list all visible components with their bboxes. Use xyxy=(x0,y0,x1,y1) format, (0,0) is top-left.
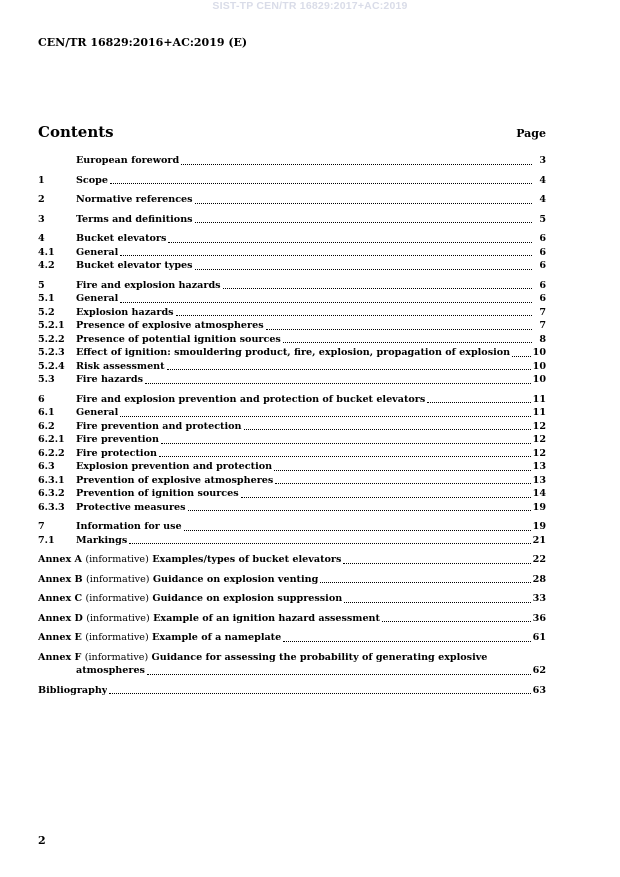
toc-entry-page: 6 xyxy=(539,246,546,258)
toc-leader-dots xyxy=(167,369,531,370)
toc-entry[interactable] xyxy=(38,193,546,207)
toc-entry[interactable] xyxy=(38,174,546,188)
annex-heading xyxy=(38,651,487,665)
toc-leader-dots xyxy=(266,329,532,330)
toc-entry-number: 6.3.1 xyxy=(38,474,65,486)
annex-heading xyxy=(38,573,318,587)
toc-leader-dots xyxy=(109,693,530,694)
toc-leader-dots xyxy=(168,242,532,243)
toc-entry-title: Explosion hazards xyxy=(76,306,174,318)
toc-entry-page: 8 xyxy=(539,333,546,345)
toc-entry-page: 19 xyxy=(532,501,546,513)
toc-entry-page: 10 xyxy=(532,360,546,372)
toc-annex-entry[interactable] xyxy=(38,592,546,606)
toc-entry-page: 7 xyxy=(539,306,546,318)
annex-title: Example of an ignition hazard assessment xyxy=(153,612,380,624)
annex-heading xyxy=(38,612,380,626)
toc-leader-dots xyxy=(147,674,531,675)
toc-entry-page: 33 xyxy=(532,593,546,604)
toc-entry-page: 5 xyxy=(539,213,546,225)
toc-entry-title: Fire prevention and protection xyxy=(76,420,242,432)
toc-entry-number: 6.1 xyxy=(38,407,55,418)
annex-type: (informative) xyxy=(86,573,150,585)
toc-leader-dots xyxy=(344,602,530,603)
toc-leader-dots xyxy=(195,269,532,270)
toc-entry-title: Information for use xyxy=(76,521,182,532)
toc-entry-number: 1 xyxy=(38,174,45,186)
toc-entry-title: Scope xyxy=(76,174,108,186)
annex-type: (informative) xyxy=(85,554,149,565)
toc-entry-page: 11 xyxy=(532,393,546,405)
toc-leader-dots xyxy=(427,402,530,403)
page-column-label: Page xyxy=(516,127,546,140)
toc-entry-number: 3 xyxy=(38,213,45,225)
toc-entry-title: Fire prevention xyxy=(76,434,159,445)
toc-entry[interactable] xyxy=(38,420,546,434)
toc-entry-title: Protective measures xyxy=(76,501,186,513)
annex-heading xyxy=(38,631,281,645)
toc-entry-page: 14 xyxy=(532,488,546,499)
annex-title-continued: atmospheres xyxy=(76,665,145,676)
toc-entry-number: 4.2 xyxy=(38,260,55,271)
toc-annex-entry[interactable] xyxy=(38,573,546,587)
toc-entry[interactable] xyxy=(38,501,546,515)
toc-entry-number: 5.2.2 xyxy=(38,333,65,345)
annex-title: Example of a nameplate xyxy=(152,632,282,643)
toc-entry-number: 6 xyxy=(38,393,45,405)
toc-entry[interactable] xyxy=(38,333,546,347)
toc-leader-dots xyxy=(129,543,530,544)
toc-entry-title: Terms and definitions xyxy=(76,213,193,225)
toc-entry-number: 7.1 xyxy=(38,534,55,546)
toc-entry-page: 28 xyxy=(532,573,546,585)
toc-entry-page: 12 xyxy=(532,447,546,459)
toc-annex-entry[interactable] xyxy=(38,612,546,626)
toc-entry[interactable] xyxy=(38,232,546,246)
annex-title: Guidance on explosion suppression xyxy=(152,593,343,604)
toc-entry-page: 6 xyxy=(539,233,546,244)
toc-leader-dots xyxy=(181,164,532,165)
toc-entry-title: General xyxy=(76,293,119,304)
toc-entry-title: Fire and explosion hazards xyxy=(76,279,221,291)
toc-entry-page: 13 xyxy=(532,461,546,472)
toc-leader-dots xyxy=(120,302,532,303)
toc-entry-title: Fire hazards xyxy=(76,374,143,385)
toc-entry-title: Markings xyxy=(76,534,128,546)
toc-entry-title: Presence of potential ignition sources xyxy=(76,333,281,345)
toc-leader-dots xyxy=(343,563,530,564)
contents-title: Contents xyxy=(38,123,114,141)
annex-type: (informative) xyxy=(85,593,150,604)
toc-leader-dots xyxy=(184,530,531,531)
annex-label: Annex F xyxy=(38,651,82,663)
toc-entry-page: 61 xyxy=(532,632,546,643)
toc-entry[interactable] xyxy=(38,373,546,387)
toc-leader-dots xyxy=(195,222,532,223)
toc-leader-dots xyxy=(275,483,530,484)
toc-leader-dots xyxy=(110,183,532,184)
toc-leader-dots xyxy=(145,383,531,384)
annex-label: Annex C xyxy=(38,593,83,604)
toc-leader-dots xyxy=(161,443,531,444)
toc-entry-title: Risk assessment xyxy=(76,360,165,372)
annex-heading xyxy=(38,592,342,606)
toc-entry[interactable] xyxy=(38,246,546,260)
document-id: CEN/TR 16829:2016+AC:2019 (E) xyxy=(38,36,248,49)
toc-entry-title: Explosion prevention and protection xyxy=(76,461,273,472)
toc-entry-page: 4 xyxy=(539,174,546,186)
toc-entry-title: Normative references xyxy=(76,194,193,205)
toc-entry[interactable] xyxy=(38,487,546,501)
annex-heading xyxy=(38,553,341,567)
toc-leader-dots xyxy=(274,470,531,471)
toc-leader-dots xyxy=(120,416,530,417)
toc-entry-page: 4 xyxy=(539,194,546,205)
toc-entry[interactable] xyxy=(38,393,546,407)
toc-entry[interactable] xyxy=(38,306,546,320)
toc-entry[interactable] xyxy=(38,360,546,374)
toc-leader-dots xyxy=(241,497,531,498)
toc-entry-number: 4 xyxy=(38,233,45,244)
annex-f-line2 xyxy=(38,664,546,678)
toc-entry-number: 6.3.3 xyxy=(38,501,65,513)
toc-entry-number: 5.2.3 xyxy=(38,347,65,358)
toc-entry-page: 10 xyxy=(532,347,546,358)
toc-entry-page: 12 xyxy=(532,420,546,432)
toc-entry-page: 21 xyxy=(532,534,546,546)
toc-entry-number: 6.2.2 xyxy=(38,447,65,459)
toc-entry-number: 6.2 xyxy=(38,420,55,432)
toc-entry-page: 19 xyxy=(532,521,546,532)
toc-leader-dots xyxy=(320,582,530,583)
toc-entry-page: 62 xyxy=(532,665,546,676)
toc-entry-number: 6.3.2 xyxy=(38,488,65,499)
toc-entry-page: 6 xyxy=(539,293,546,304)
toc-entry-title: Effect of ignition: smouldering product, fire, explosion, propagation of explosion xyxy=(76,347,511,358)
toc-entry-number: 5.2 xyxy=(38,306,55,318)
toc-annex-entry[interactable] xyxy=(38,651,546,678)
annex-title: Examples/types of bucket elevators xyxy=(152,554,342,565)
toc-entry-number: 5.1 xyxy=(38,293,55,304)
toc-annex-entry[interactable] xyxy=(38,553,546,567)
toc-leader-dots xyxy=(159,456,531,457)
toc-entry-number: 7 xyxy=(38,521,45,532)
annex-label: Annex E xyxy=(38,632,82,643)
toc-entry-number: 5.2.1 xyxy=(38,320,65,331)
toc-entry[interactable] xyxy=(38,292,546,306)
toc-entry-page: 22 xyxy=(532,554,546,565)
toc-entry-title: Bucket elevators xyxy=(76,233,167,244)
toc-entry[interactable] xyxy=(38,279,546,293)
annex-label: Annex D xyxy=(38,612,83,624)
bibliography-title: Bibliography xyxy=(38,684,108,696)
toc-entry-number: 5.3 xyxy=(38,374,55,385)
toc-entry[interactable] xyxy=(38,259,546,273)
annex-title: Guidance for assessing the probability of generating explosive xyxy=(151,651,488,663)
toc-entry[interactable] xyxy=(38,406,546,420)
table-of-contents xyxy=(38,154,546,697)
toc-entry-title: Prevention of ignition sources xyxy=(76,488,239,499)
page-number: 2 xyxy=(38,834,46,847)
toc-entry-title: European foreword xyxy=(76,155,180,166)
toc-entry-title: Prevention of explosive atmospheres xyxy=(76,474,274,486)
annex-type: (informative) xyxy=(86,612,150,624)
toc-leader-dots xyxy=(512,356,531,357)
annex-title: Guidance on explosion venting xyxy=(152,573,319,585)
toc-leader-dots xyxy=(188,510,531,511)
toc-entry[interactable] xyxy=(38,520,546,534)
toc-entry-page: 6 xyxy=(539,260,546,271)
annex-type: (informative) xyxy=(85,632,149,643)
toc-annex-entry[interactable] xyxy=(38,631,546,645)
toc-entry-page: 3 xyxy=(539,155,546,166)
toc-entry-number: 6.2.1 xyxy=(38,434,65,445)
toc-entry[interactable] xyxy=(38,474,546,488)
toc-leader-dots xyxy=(120,255,532,256)
toc-entry[interactable] xyxy=(38,154,546,168)
annex-label: Annex B xyxy=(38,573,83,585)
toc-leader-dots xyxy=(176,315,532,316)
toc-entry-page: 63 xyxy=(532,684,546,696)
toc-entry[interactable] xyxy=(38,346,546,360)
annex-type: (informative) xyxy=(84,651,149,663)
toc-leader-dots xyxy=(283,641,530,642)
toc-entry-page: 10 xyxy=(532,374,546,385)
toc-entry[interactable] xyxy=(38,433,546,447)
toc-entry[interactable] xyxy=(38,460,546,474)
toc-entry-page: 7 xyxy=(539,320,546,331)
toc-entry-number: 2 xyxy=(38,194,45,205)
toc-entry-title: General xyxy=(76,407,119,418)
toc-entry[interactable] xyxy=(38,534,546,548)
toc-entry[interactable] xyxy=(38,319,546,333)
toc-entry-page: 12 xyxy=(532,434,546,445)
toc-entry-title: Fire protection xyxy=(76,447,157,459)
toc-entry-number: 5.2.4 xyxy=(38,360,65,372)
toc-leader-dots xyxy=(244,429,531,430)
toc-entry-number: 6.3 xyxy=(38,461,55,472)
toc-entry-title: General xyxy=(76,246,119,258)
annex-label: Annex A xyxy=(38,554,83,565)
toc-leader-dots xyxy=(195,203,532,204)
toc-entry-title: Presence of explosive atmospheres xyxy=(76,320,264,331)
toc-entry[interactable] xyxy=(38,213,546,227)
watermark: SIST-TP CEN/TR 16829:2017+AC:2019 xyxy=(212,0,408,12)
annex-f-line1 xyxy=(38,651,546,665)
toc-entry-title: Bucket elevator types xyxy=(76,260,193,271)
toc-entry-number: 4.1 xyxy=(38,246,55,258)
toc-entry-page: 6 xyxy=(539,279,546,291)
toc-entry-page: 11 xyxy=(532,407,546,418)
toc-entry-page: 13 xyxy=(532,474,546,486)
toc-leader-dots xyxy=(283,342,532,343)
toc-entry-number: 5 xyxy=(38,279,45,291)
toc-entry-page: 36 xyxy=(532,612,546,624)
toc-leader-dots xyxy=(223,288,532,289)
toc-entry[interactable] xyxy=(38,447,546,461)
toc-leader-dots xyxy=(382,621,531,622)
toc-bibliography-entry[interactable] xyxy=(38,684,546,698)
toc-entry-title: Fire and explosion prevention and protection of bucket elevators xyxy=(76,393,426,405)
